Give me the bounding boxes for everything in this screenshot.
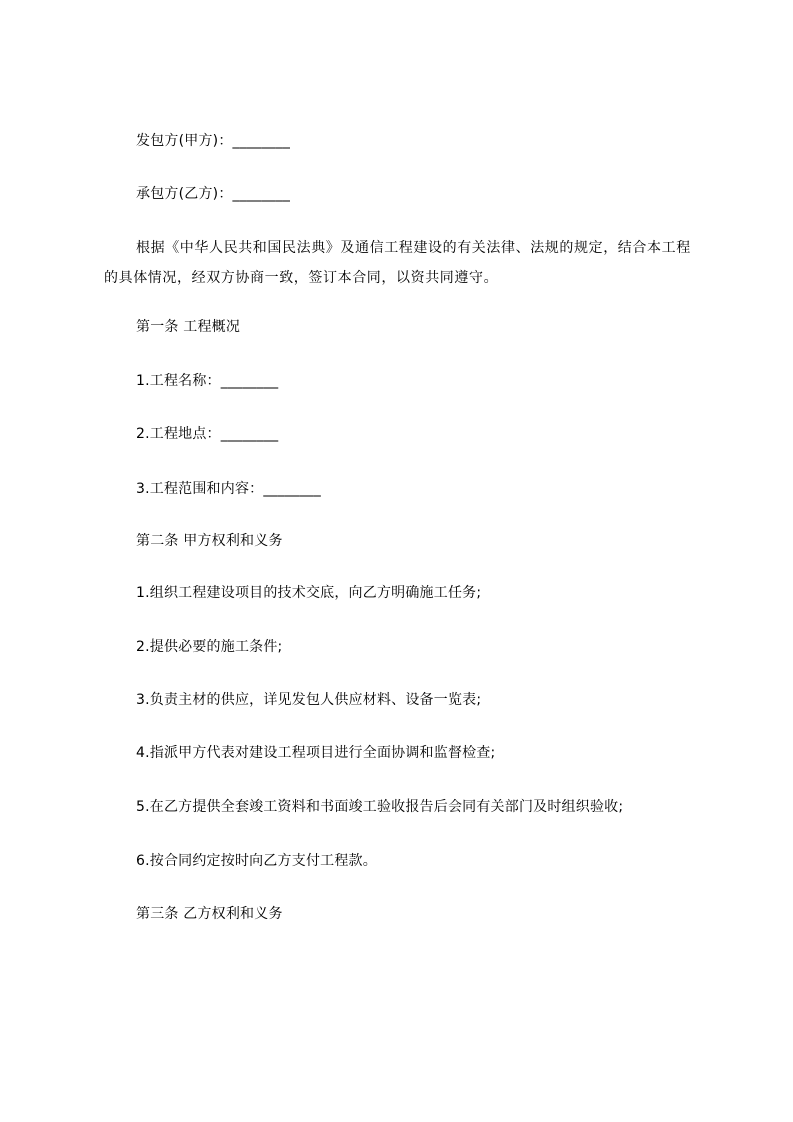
article-2-item-4: 4.指派甲方代表对建设工程项目进行全面协调和监督检查; <box>136 745 496 761</box>
party-b-line: 承包方(乙方)：________ <box>136 186 291 202</box>
article-1-item-1: 1.工程名称：________ <box>136 373 279 389</box>
article-1-heading: 第一条 工程概况 <box>136 319 241 335</box>
article-2-item-6: 6.按合同约定按时向乙方支付工程款。 <box>136 853 377 869</box>
article-2-heading: 第二条 甲方权利和义务 <box>136 533 283 549</box>
party-a-line: 发包方(甲方)：________ <box>136 133 291 149</box>
article-2-item-1: 1.组织工程建设项目的技术交底，向乙方明确施工任务; <box>136 585 482 601</box>
article-1-item-3: 3.工程范围和内容：________ <box>136 481 321 497</box>
preamble-paragraph: 根据《中华人民共和国民法典》及通信工程建设的有关法律、法规的规定，结合本工程的具体情况，经双方协商一致，签订本合同，以资共同遵守。 <box>104 240 691 286</box>
article-1-item-2: 2.工程地点：________ <box>136 426 279 442</box>
article-2-item-5: 5.在乙方提供全套竣工资料和书面竣工验收报告后会同有关部门及时组织验收; <box>136 799 624 815</box>
article-3-heading: 第三条 乙方权利和义务 <box>136 906 283 922</box>
article-2-item-3: 3.负责主材的供应，详见发包人供应材料、设备一览表; <box>136 692 482 708</box>
article-2-item-2: 2.提供必要的施工条件; <box>136 639 283 655</box>
